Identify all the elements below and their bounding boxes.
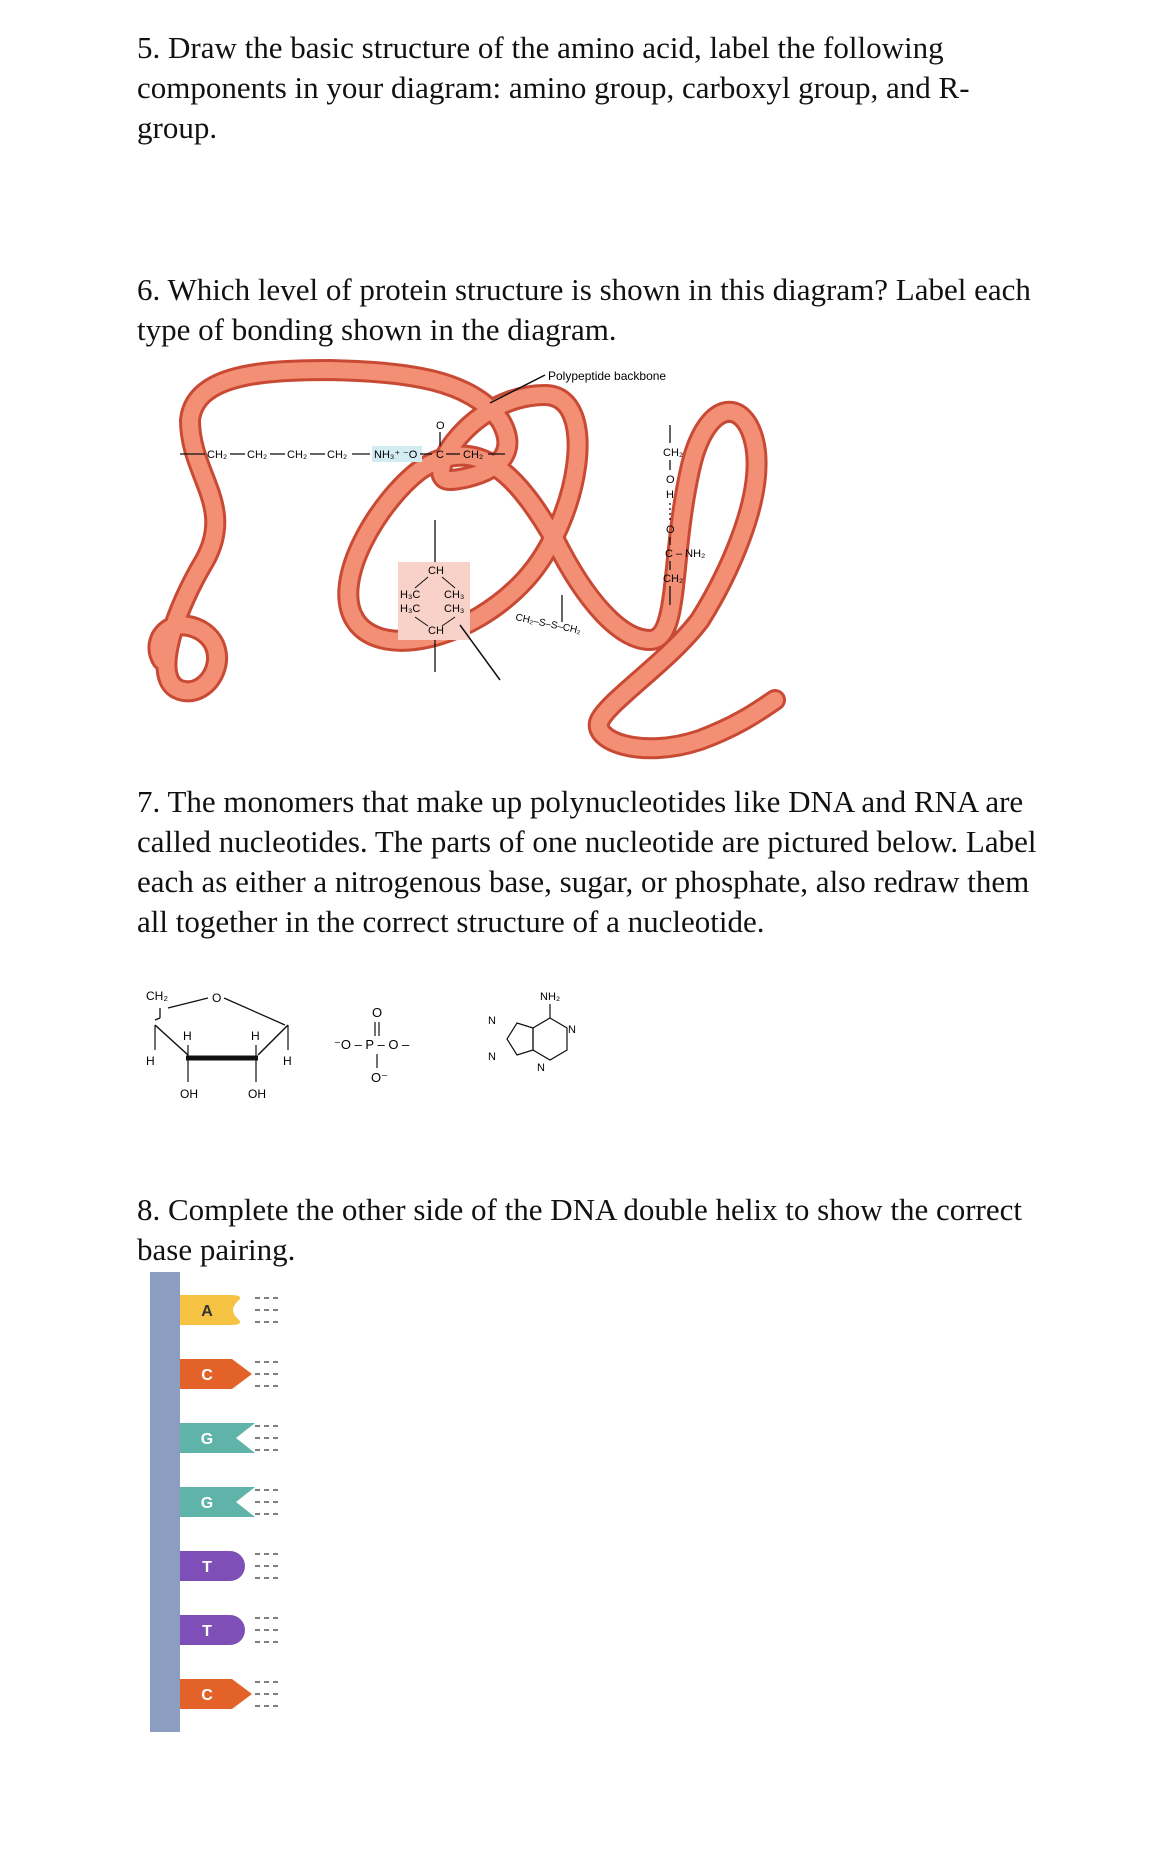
dna-base-G-3: [180, 1487, 255, 1517]
hydrophobic-ch3-1: CH₃: [444, 589, 465, 601]
hydrophobic-ch-top: CH: [428, 565, 444, 577]
base-n1: N: [488, 1015, 496, 1027]
hydrophobic-ch-bottom: CH: [428, 625, 444, 637]
dna-backbone: [150, 1272, 180, 1732]
phosphate-top-o: O: [372, 1005, 383, 1020]
base-n3: N: [568, 1024, 576, 1036]
sugar-h-far-left: H: [146, 1054, 155, 1068]
dna-base-label-0: A: [201, 1303, 213, 1320]
question-7: 7. The monomers that make up polynucleotides like DNA and RNA are called nucleotides. The parts of one nucleotide are pictured below. Label each as either a nitrogenous base, sugar, or phosphate, also redraw them all together in the correct structure of a nucleotide.: [137, 784, 1037, 939]
chain-o-minus: ⁻O: [403, 449, 418, 461]
disulfide-label: CH₂–S–S–CH₂: [514, 612, 582, 637]
hydrophobic-ch3-2: CH₃: [444, 603, 465, 615]
dna-base-label-2: G: [200, 1431, 214, 1448]
phosphate-row: ⁻O – P – O –: [334, 1037, 410, 1052]
phosphate-bottom-o: O⁻: [371, 1070, 388, 1085]
sugar-oh-left: OH: [180, 1087, 198, 1101]
dna-base-T-4: [180, 1551, 245, 1581]
base-nh2: NH₂: [540, 991, 561, 1003]
question-8: 8. Complete the other side of the DNA double helix to show the correct base pairing.: [137, 1192, 1023, 1267]
chain-ch2-1: CH₂: [207, 449, 228, 461]
dna-base-C-1: [180, 1359, 252, 1389]
hydrophobic-h3c-1: H₃C: [400, 589, 421, 601]
sugar-molecule: [146, 989, 292, 1101]
pointer-line: [460, 625, 500, 680]
hbond-c-nh2: C – NH₂: [665, 548, 706, 560]
dna-base-C-6: [180, 1679, 252, 1709]
chain-ch2-4: CH₂: [327, 449, 348, 461]
hbond-ch2-top: CH₂: [663, 447, 684, 459]
hbond-o: O: [666, 474, 675, 486]
hydrophobic-h3c-2: H₃C: [400, 603, 421, 615]
chain-ch2-5: CH₂: [463, 449, 484, 461]
hbond-o2: O: [666, 524, 675, 536]
chain-ch2-2: CH₂: [247, 449, 268, 461]
base-n4: N: [537, 1062, 545, 1074]
chain-ch2-3: CH₂: [287, 449, 308, 461]
hbond-ch2-bottom: CH₂: [663, 573, 684, 585]
dna-base-label-4: T: [202, 1559, 212, 1576]
question-6: 6. Which level of protein structure is shown in this diagram? Label each type of bonding shown in the diagram.: [137, 272, 1031, 347]
question-5: 5. Draw the basic structure of the amino acid, label the following components in your diagram: amino group, carboxyl group, and R-group.: [137, 30, 970, 145]
dna-base-G-2: [180, 1423, 255, 1453]
chain-nh3: NH₃⁺: [374, 449, 401, 461]
dna-base-T-5: [180, 1615, 245, 1645]
chain-carbonyl-o: O: [436, 420, 445, 432]
phosphate-molecule: [334, 1005, 410, 1085]
sugar-h-far-right: H: [283, 1054, 292, 1068]
hbond-h: H: [666, 489, 674, 501]
dna-base-label-6: C: [201, 1687, 213, 1704]
sugar-ch2: CH₂: [146, 989, 168, 1003]
dna-base-label-1: C: [201, 1367, 213, 1384]
dna-strand: [150, 1272, 280, 1732]
sugar-h-left: H: [183, 1029, 192, 1043]
sugar-ring-o: O: [212, 991, 222, 1005]
chain-carbonyl-c: C: [436, 449, 444, 461]
disulfide-bridge: [514, 595, 582, 637]
base-n2: N: [488, 1051, 496, 1063]
dna-base-label-5: T: [202, 1623, 212, 1640]
dna-base-label-3: G: [200, 1495, 214, 1512]
sugar-h-right: H: [251, 1029, 260, 1043]
nitrogenous-base-molecule: [488, 991, 576, 1074]
callout-label: Polypeptide backbone: [548, 369, 667, 383]
sugar-oh-right: OH: [248, 1087, 266, 1101]
